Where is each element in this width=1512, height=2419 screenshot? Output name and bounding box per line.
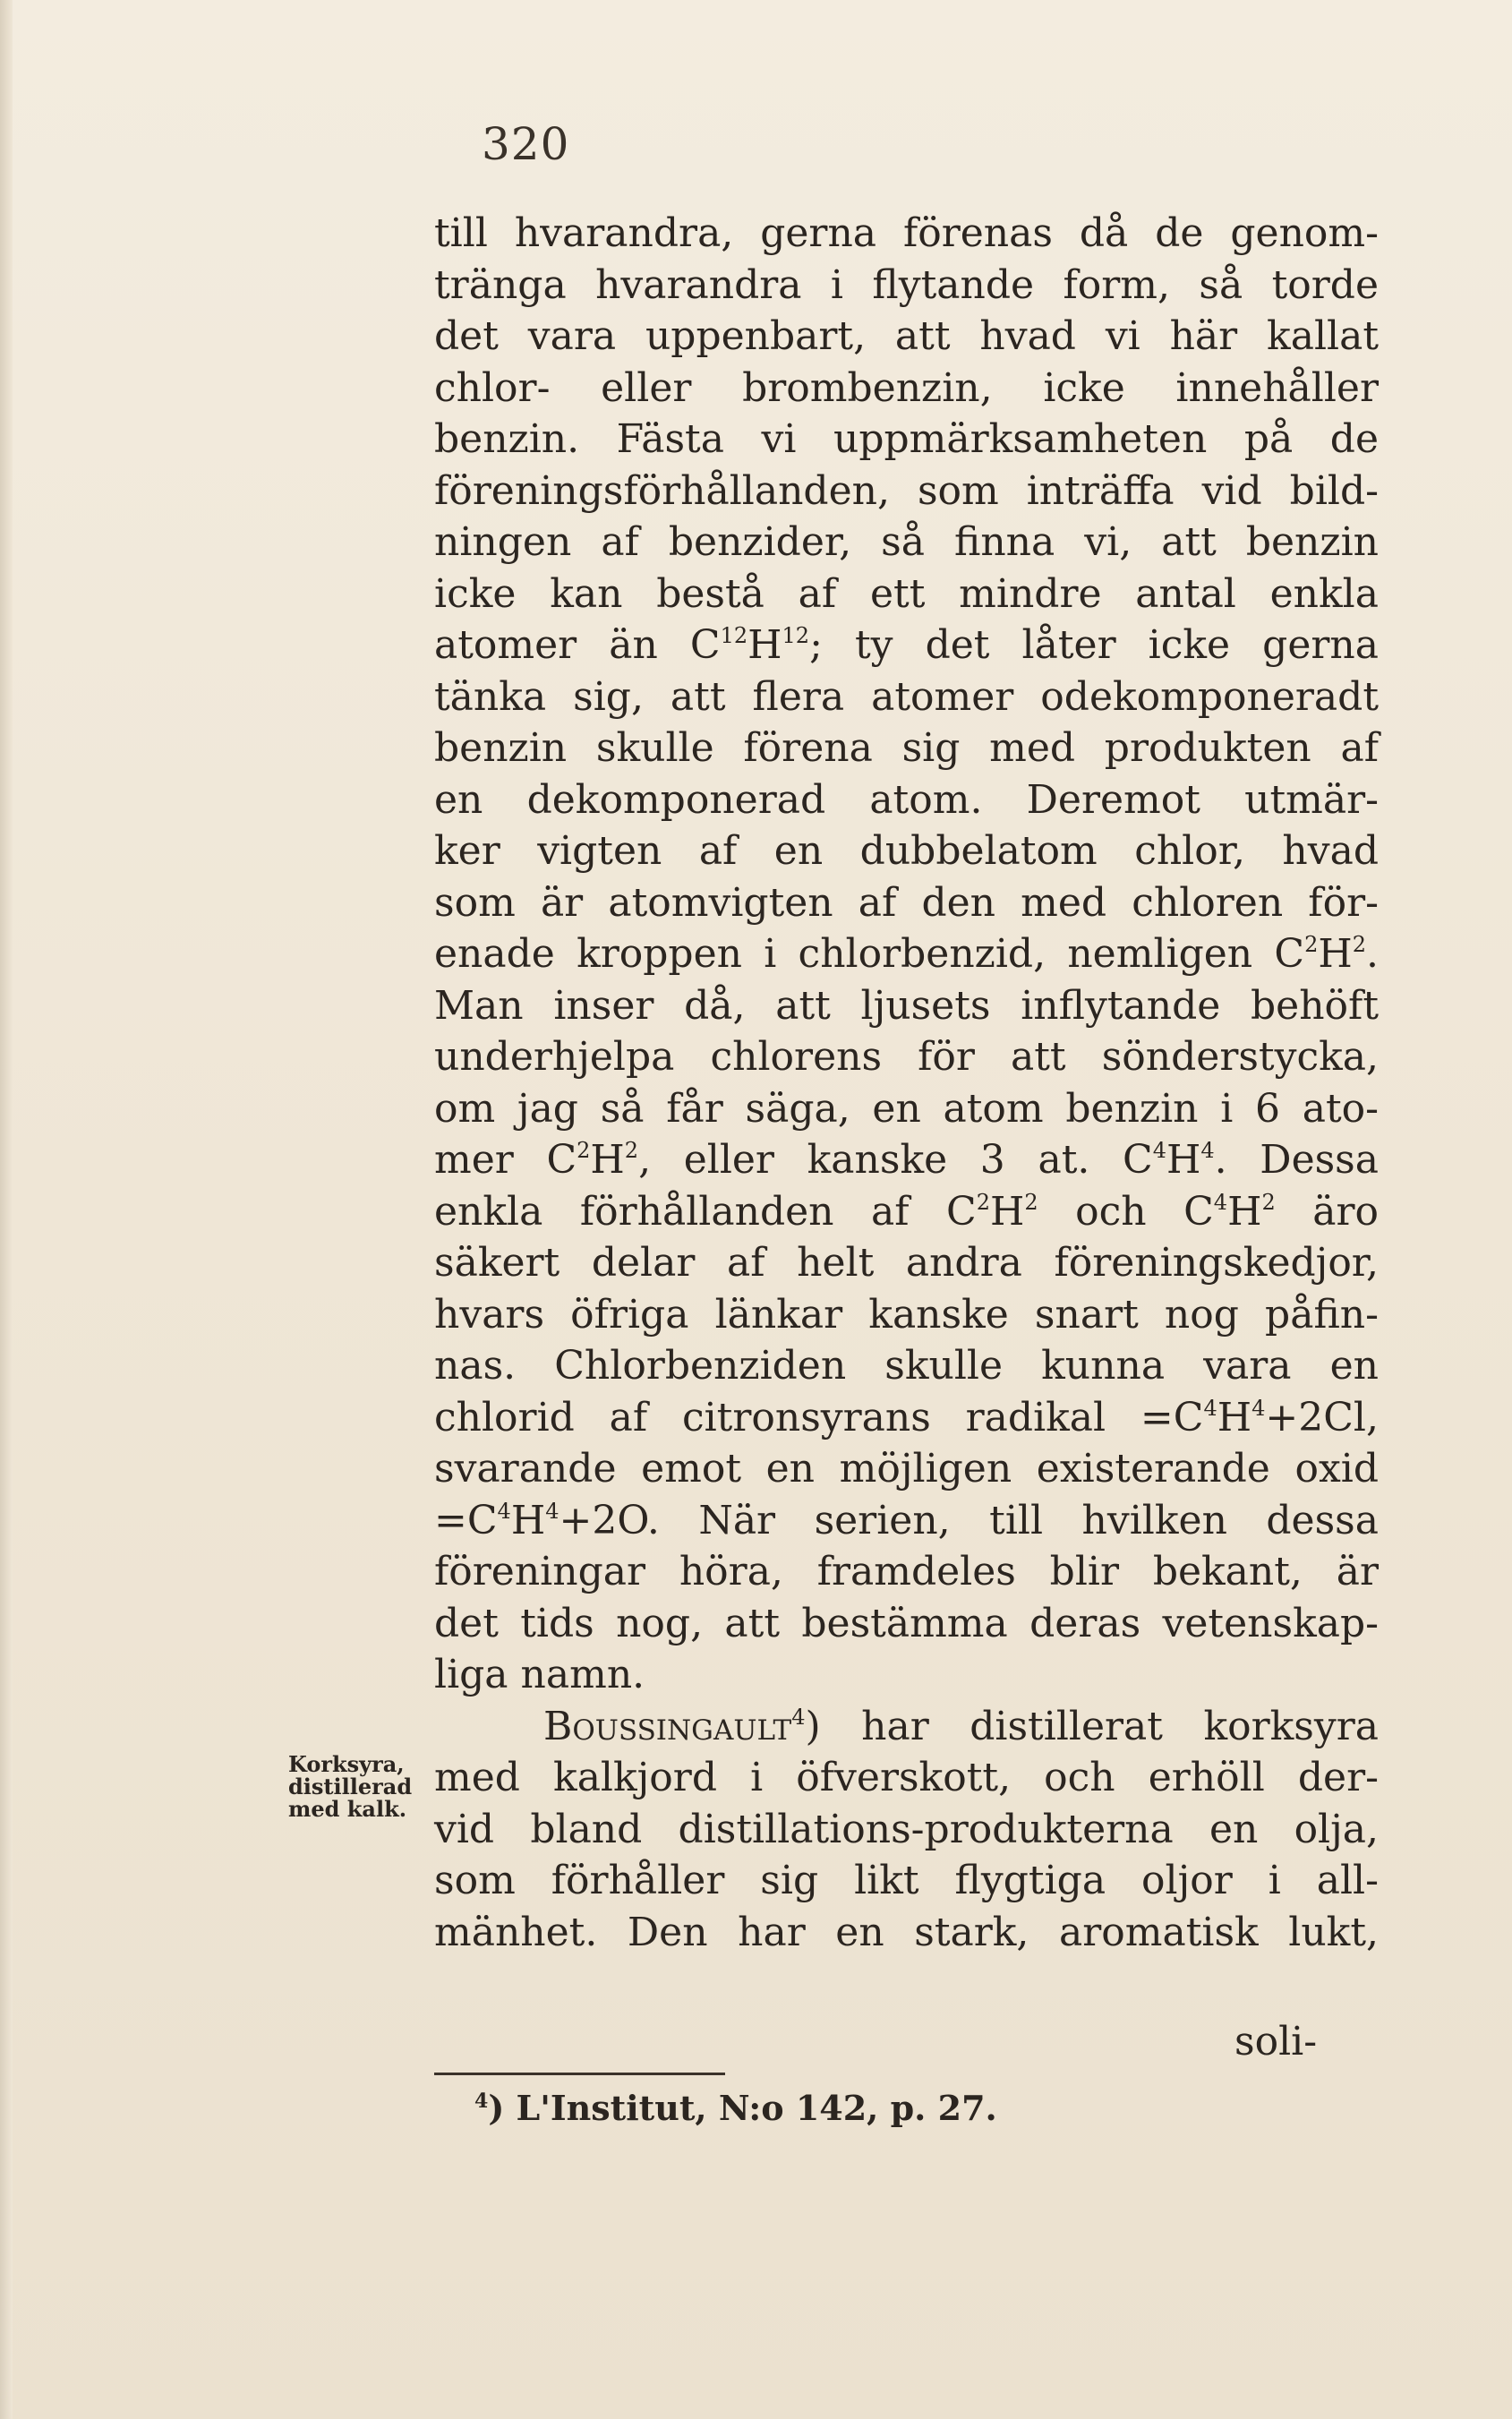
text-line: vid bland distillations-produkterna en olja, xyxy=(434,1806,1379,1852)
text-line: tänka sig, att flera atomer odekomponeradt xyxy=(434,673,1379,720)
paragraph-end-line: liga namn. xyxy=(434,1652,645,1697)
margin-note-line: distillerad xyxy=(288,1774,413,1799)
text-line: föreningar höra, framdeles blir bekant, är xyxy=(434,1549,1379,1594)
text-line-formula: $=C^4H^4+2O$. När serien, till hvilken dessa xyxy=(434,1497,1379,1543)
text-line: som förhåller sig likt flygtiga oljor i all- xyxy=(434,1858,1379,1903)
text-line: ker vigten af en dubbelatom chlor, hvad xyxy=(434,828,1379,874)
text-line: ningen af benzider, så finna vi, att benzin xyxy=(434,519,1379,565)
footnote-text: ) L'Institut, N:o 142, p. 27. xyxy=(488,2088,997,2128)
text-line: som är atomvigten af den med chloren för- xyxy=(434,879,1379,926)
text-line: mänhet. Den har en stark, aromatisk lukt, xyxy=(434,1909,1379,1955)
text-line-formula: enade kroppen i chlorbenzid, nemligen $C^2H^2$. xyxy=(434,931,1379,977)
text-line-formula: chlorid af citronsyrans radikal $=C^4H^4+2Cl$, xyxy=(434,1394,1379,1440)
margin-note xyxy=(288,1753,412,1820)
text-line: det tids nog, att bestämma deras vetenskap- xyxy=(434,1600,1379,1646)
text-line: benzin. Fästa vi uppmärksamheten på de xyxy=(434,416,1379,462)
margin-note-line: med kalk. xyxy=(288,1796,407,1822)
text-line: det vara uppenbart, att hvad vi här kallat xyxy=(434,313,1379,359)
text-line-formula: atomer än $C^{12}H^{12}$; ty det låter icke gerna xyxy=(434,622,1379,668)
page-number: 320 xyxy=(482,118,570,170)
text-line: tränga hvarandra i flytande form, så torde xyxy=(434,261,1379,308)
text-line: icke kan bestå af ett mindre antal enkla xyxy=(434,570,1379,617)
footnote-marker: 4 xyxy=(474,2090,489,2113)
author-name: Boussingault xyxy=(543,1703,792,1749)
footnote-divider xyxy=(434,2073,725,2075)
margin-note-line: Korksyra, xyxy=(288,1751,405,1777)
catchword: soli- xyxy=(1234,2019,1318,2064)
text-line: benzin skulle förena sig med produkten af xyxy=(434,725,1379,771)
text-line: svarande emot en möjligen existerande oxid xyxy=(434,1446,1379,1492)
text-line: om jag så får säga, en atom benzin i 6 ato- xyxy=(434,1085,1379,1132)
text-line: säkert delar af helt andra föreningskedjor, xyxy=(434,1240,1379,1286)
text-line: en dekomponerad atom. Deremot utmär- xyxy=(434,776,1379,823)
paragraph-start-line: Boussingault$^4$) har distillerat korksyra xyxy=(543,1703,1379,1749)
page-binding-shadow xyxy=(0,0,13,2419)
text-line: hvars öfriga länkar kanske snart nog påfin- xyxy=(434,1291,1379,1338)
footnote xyxy=(474,2088,997,2129)
text-line: nas. Chlorbenziden skulle kunna vara en xyxy=(434,1343,1379,1389)
text-line: med kalkjord i öfverskott, och erhöll der- xyxy=(434,1755,1379,1800)
text-line: underhjelpa chlorens för att sönderstycka, xyxy=(434,1034,1379,1080)
footnote-ref: 4 xyxy=(791,1704,806,1730)
body-text xyxy=(434,208,1379,1958)
text-line: föreningsförhållanden, som inträffa vid bild- xyxy=(434,467,1379,514)
text-line: Man inser då, att ljusets inflytande behöft xyxy=(434,982,1379,1029)
text-line-formula: mer $C^2H^2$, eller kanske 3 at. $C^4H^4$. Dessa xyxy=(434,1137,1379,1183)
text-line: chlor- eller brombenzin, icke innehåller xyxy=(434,364,1379,411)
text-line-formula: enkla förhållanden af $C^2H^2$ och $C^4H^2$ äro xyxy=(434,1188,1379,1235)
text-line: till hvarandra, gerna förenas då de genom- xyxy=(434,210,1379,256)
